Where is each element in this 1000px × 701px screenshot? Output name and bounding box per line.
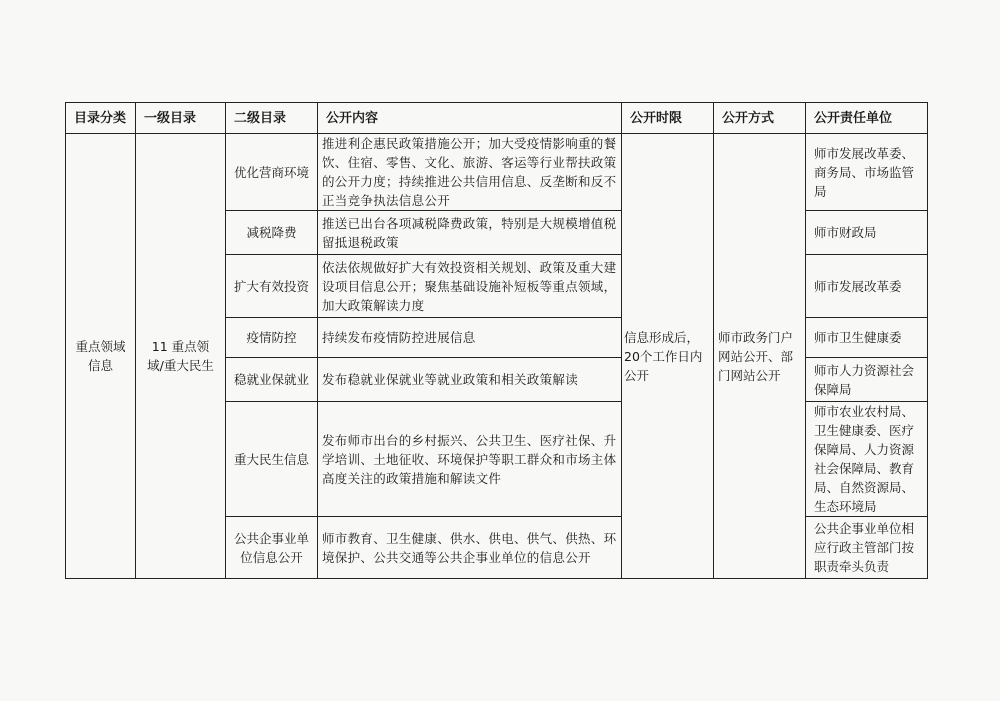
level2-cell: 减税降费 bbox=[226, 211, 318, 255]
content-cell: 推送已出台各项减税降费政策，特别是大规模增值税留抵退税政策 bbox=[318, 211, 622, 255]
unit-cell: 师市发展改革委 bbox=[806, 255, 928, 318]
level2-cell: 扩大有效投资 bbox=[226, 255, 318, 318]
content-cell: 发布稳就业保就业等就业政策和相关政策解读 bbox=[318, 358, 622, 402]
level2-cell: 公共企事业单位信息公开 bbox=[226, 517, 318, 579]
table-header-row bbox=[66, 103, 928, 134]
level2-cell: 疫情防控 bbox=[226, 318, 318, 358]
unit-cell: 师市财政局 bbox=[806, 211, 928, 255]
unit-cell: 师市农业农村局、卫生健康委、医疗保障局、人力资源社会保障局、教育局、自然资源局、生态环境局 bbox=[806, 402, 928, 517]
content-cell: 师市教育、卫生健康、供水、供电、供气、供热、环境保护、公共交通等公共企事业单位的信息公开 bbox=[318, 517, 622, 579]
unit-cell: 师市发展改革委、商务局、市场监管局 bbox=[806, 134, 928, 211]
unit-cell: 公共企事业单位相应行政主管部门按职责牵头负责 bbox=[806, 517, 928, 579]
header-method: 公开方式 bbox=[714, 103, 806, 134]
category-cell: 重点领域信息 bbox=[66, 134, 136, 579]
unit-cell: 师市人力资源社会保障局 bbox=[806, 358, 928, 402]
header-time-limit: 公开时限 bbox=[622, 103, 714, 134]
content-cell: 发布师市出台的乡村振兴、公共卫生、医疗社保、升学培训、土地征收、环境保护等职工群众和市场主体高度关注的政策措施和解读文件 bbox=[318, 402, 622, 517]
header-category: 目录分类 bbox=[66, 103, 136, 134]
header-unit: 公开责任单位 bbox=[806, 103, 928, 134]
header-content: 公开内容 bbox=[318, 103, 622, 134]
content-cell: 持续发布疫情防控进展信息 bbox=[318, 318, 622, 358]
disclosure-catalog-table bbox=[65, 102, 928, 579]
level2-cell: 稳就业保就业 bbox=[226, 358, 318, 402]
level1-cell: 11 重点领域/重大民生 bbox=[136, 134, 226, 579]
unit-cell: 师市卫生健康委 bbox=[806, 318, 928, 358]
header-level1: 一级目录 bbox=[136, 103, 226, 134]
content-cell: 依法依规做好扩大有效投资相关规划、政策及重大建设项目信息公开；聚焦基础设施补短板等重点领域，加大政策解读力度 bbox=[318, 255, 622, 318]
level2-cell: 优化营商环境 bbox=[226, 134, 318, 211]
table-row bbox=[66, 134, 928, 211]
header-level2: 二级目录 bbox=[226, 103, 318, 134]
content-cell: 推进利企惠民政策措施公开；加大受疫情影响重的餐饮、住宿、零售、文化、旅游、客运等行业帮扶政策的公开力度；持续推进公共信用信息、反垄断和反不正当竞争执法信息公开 bbox=[318, 134, 622, 211]
method-cell: 师市政务门户网站公开、部门网站公开 bbox=[714, 134, 806, 579]
time-limit-cell: 信息形成后，20个工作日内公开 bbox=[622, 134, 714, 579]
level2-cell: 重大民生信息 bbox=[226, 402, 318, 517]
